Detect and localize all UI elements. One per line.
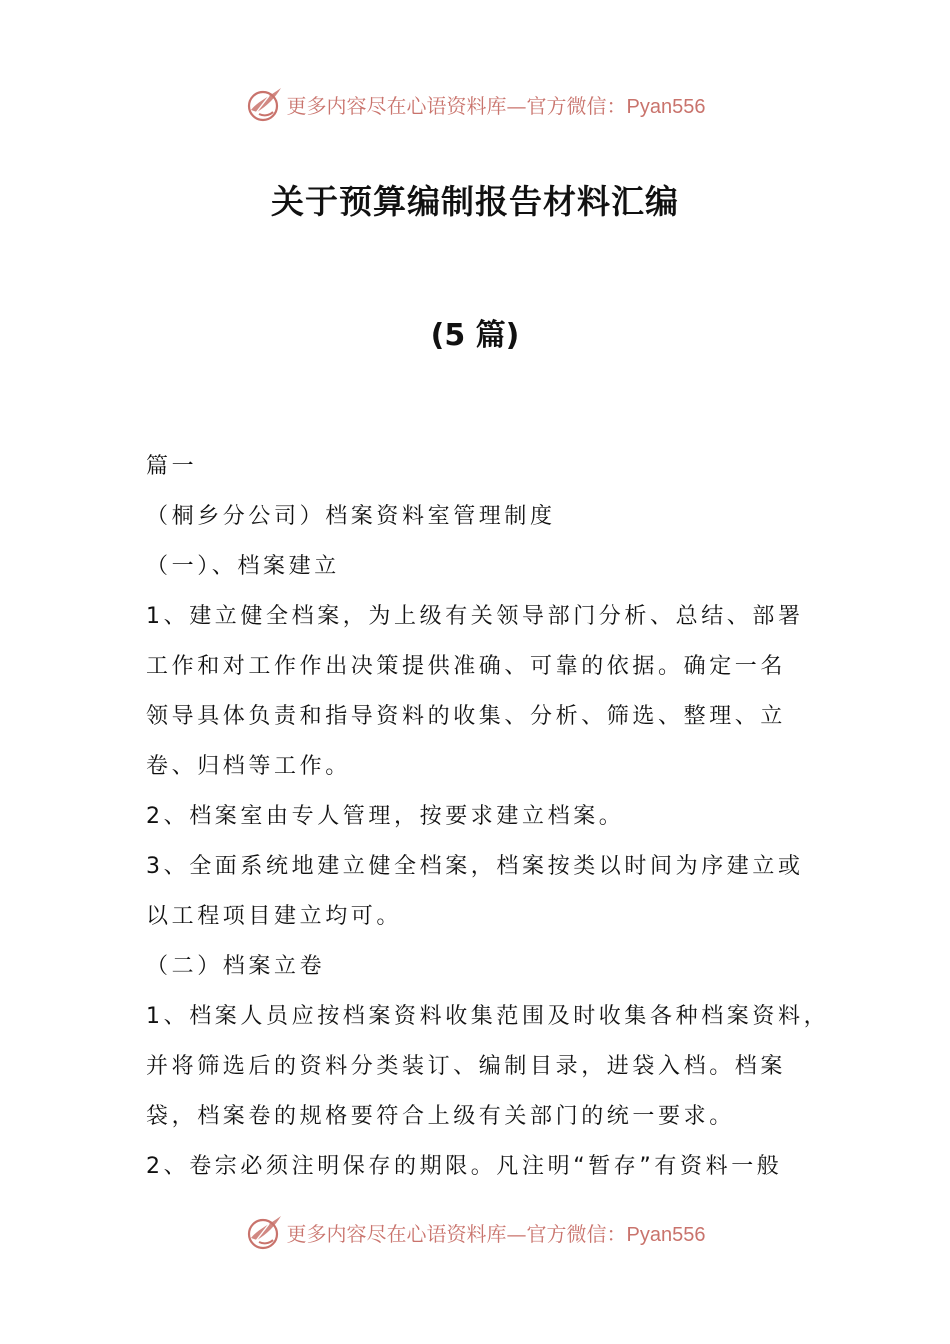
- watermark-wechat-id: Pyan556: [626, 95, 706, 118]
- body-line: 工作和对工作作出决策提供准确、可靠的依据。确定一名: [146, 654, 787, 679]
- document-body: [146, 442, 830, 1192]
- pen-logo-icon: [245, 1212, 285, 1252]
- body-line: 2、档案室由专人管理，按要求建立档案。: [146, 804, 625, 829]
- watermark-text: 更多内容尽在心语资料库—官方微信：Pyan556: [286, 93, 706, 118]
- watermark-wechat-id: Pyan556: [626, 1223, 706, 1246]
- body-line: 并将筛选后的资料分类装订、编制目录，进袋入档。档案: [146, 1054, 787, 1079]
- watermark-footer: [0, 1212, 950, 1252]
- body-line: 领导具体负责和指导资料的收集、分析、筛选、整理、立: [146, 704, 787, 729]
- watermark-text: 更多内容尽在心语资料库—官方微信：Pyan556: [286, 1221, 706, 1246]
- regulation-title: （桐乡分公司）档案资料室管理制度: [146, 504, 556, 529]
- pen-logo-icon: [245, 84, 285, 124]
- body-line: 卷、归档等工作。: [146, 754, 351, 779]
- body-line: 1、建立健全档案，为上级有关领导部门分析、总结、部署: [146, 604, 804, 629]
- document-subtitle: (5 篇): [430, 318, 520, 353]
- section-heading: 篇一: [146, 454, 198, 479]
- body-line: 袋，档案卷的规格要符合上级有关部门的统一要求。: [146, 1104, 735, 1129]
- body-line: 3、全面系统地建立健全档案，档案按类以时间为序建立或: [146, 854, 804, 879]
- subsection-heading: （一）、档案建立: [146, 554, 340, 579]
- subsection-heading: （二）档案立卷: [146, 954, 326, 979]
- body-line: 1、档案人员应按档案资料收集范围及时收集各种档案资料，: [146, 1004, 830, 1029]
- body-line: 2、卷宗必须注明保存的期限。凡注明“暂存”有资料一般: [146, 1154, 783, 1179]
- document-title: 关于预算编制报告材料汇编: [271, 182, 679, 221]
- watermark-header: [0, 84, 950, 124]
- body-line: 以工程项目建立均可。: [146, 904, 403, 929]
